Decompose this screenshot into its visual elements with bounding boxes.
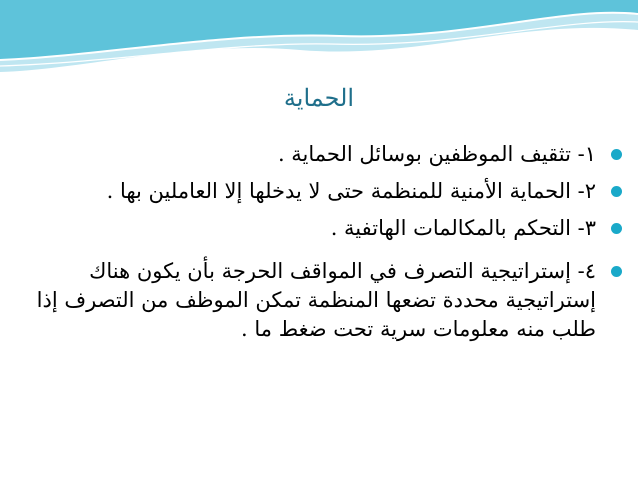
bullet-dot-icon <box>611 266 622 277</box>
bullet-item-3 <box>10 214 622 243</box>
bullet-text: ١- تثقيف الموظفين بوسائل الحماية . <box>277 142 596 166</box>
bullet-list <box>10 140 622 352</box>
bullet-dot-icon <box>611 186 622 197</box>
bullet-dot-icon <box>611 223 622 234</box>
header-wave-decoration <box>0 0 638 80</box>
bullet-item-1 <box>10 140 622 169</box>
bullet-text: ٢- الحماية الأمنية للمنظمة حتى لا يدخلها إلا العاملين بها . <box>106 179 596 203</box>
bullet-item-2 <box>10 177 622 206</box>
bullet-dot-icon <box>611 149 622 160</box>
bullet-text: ٤- إستراتيجية التصرف في المواقف الحرجة بأن يكون هناك إستراتيجية محددة تضعها المنظمة تمكن الموظف من التصرف إذا طلب منه معلومات سرية تحت ضغط ما . <box>36 259 596 341</box>
bullet-item-4 <box>10 257 622 344</box>
slide-title: الحماية <box>283 84 355 112</box>
bullet-text: ٣- التحكم بالمكالمات الهاتفية . <box>330 216 596 240</box>
